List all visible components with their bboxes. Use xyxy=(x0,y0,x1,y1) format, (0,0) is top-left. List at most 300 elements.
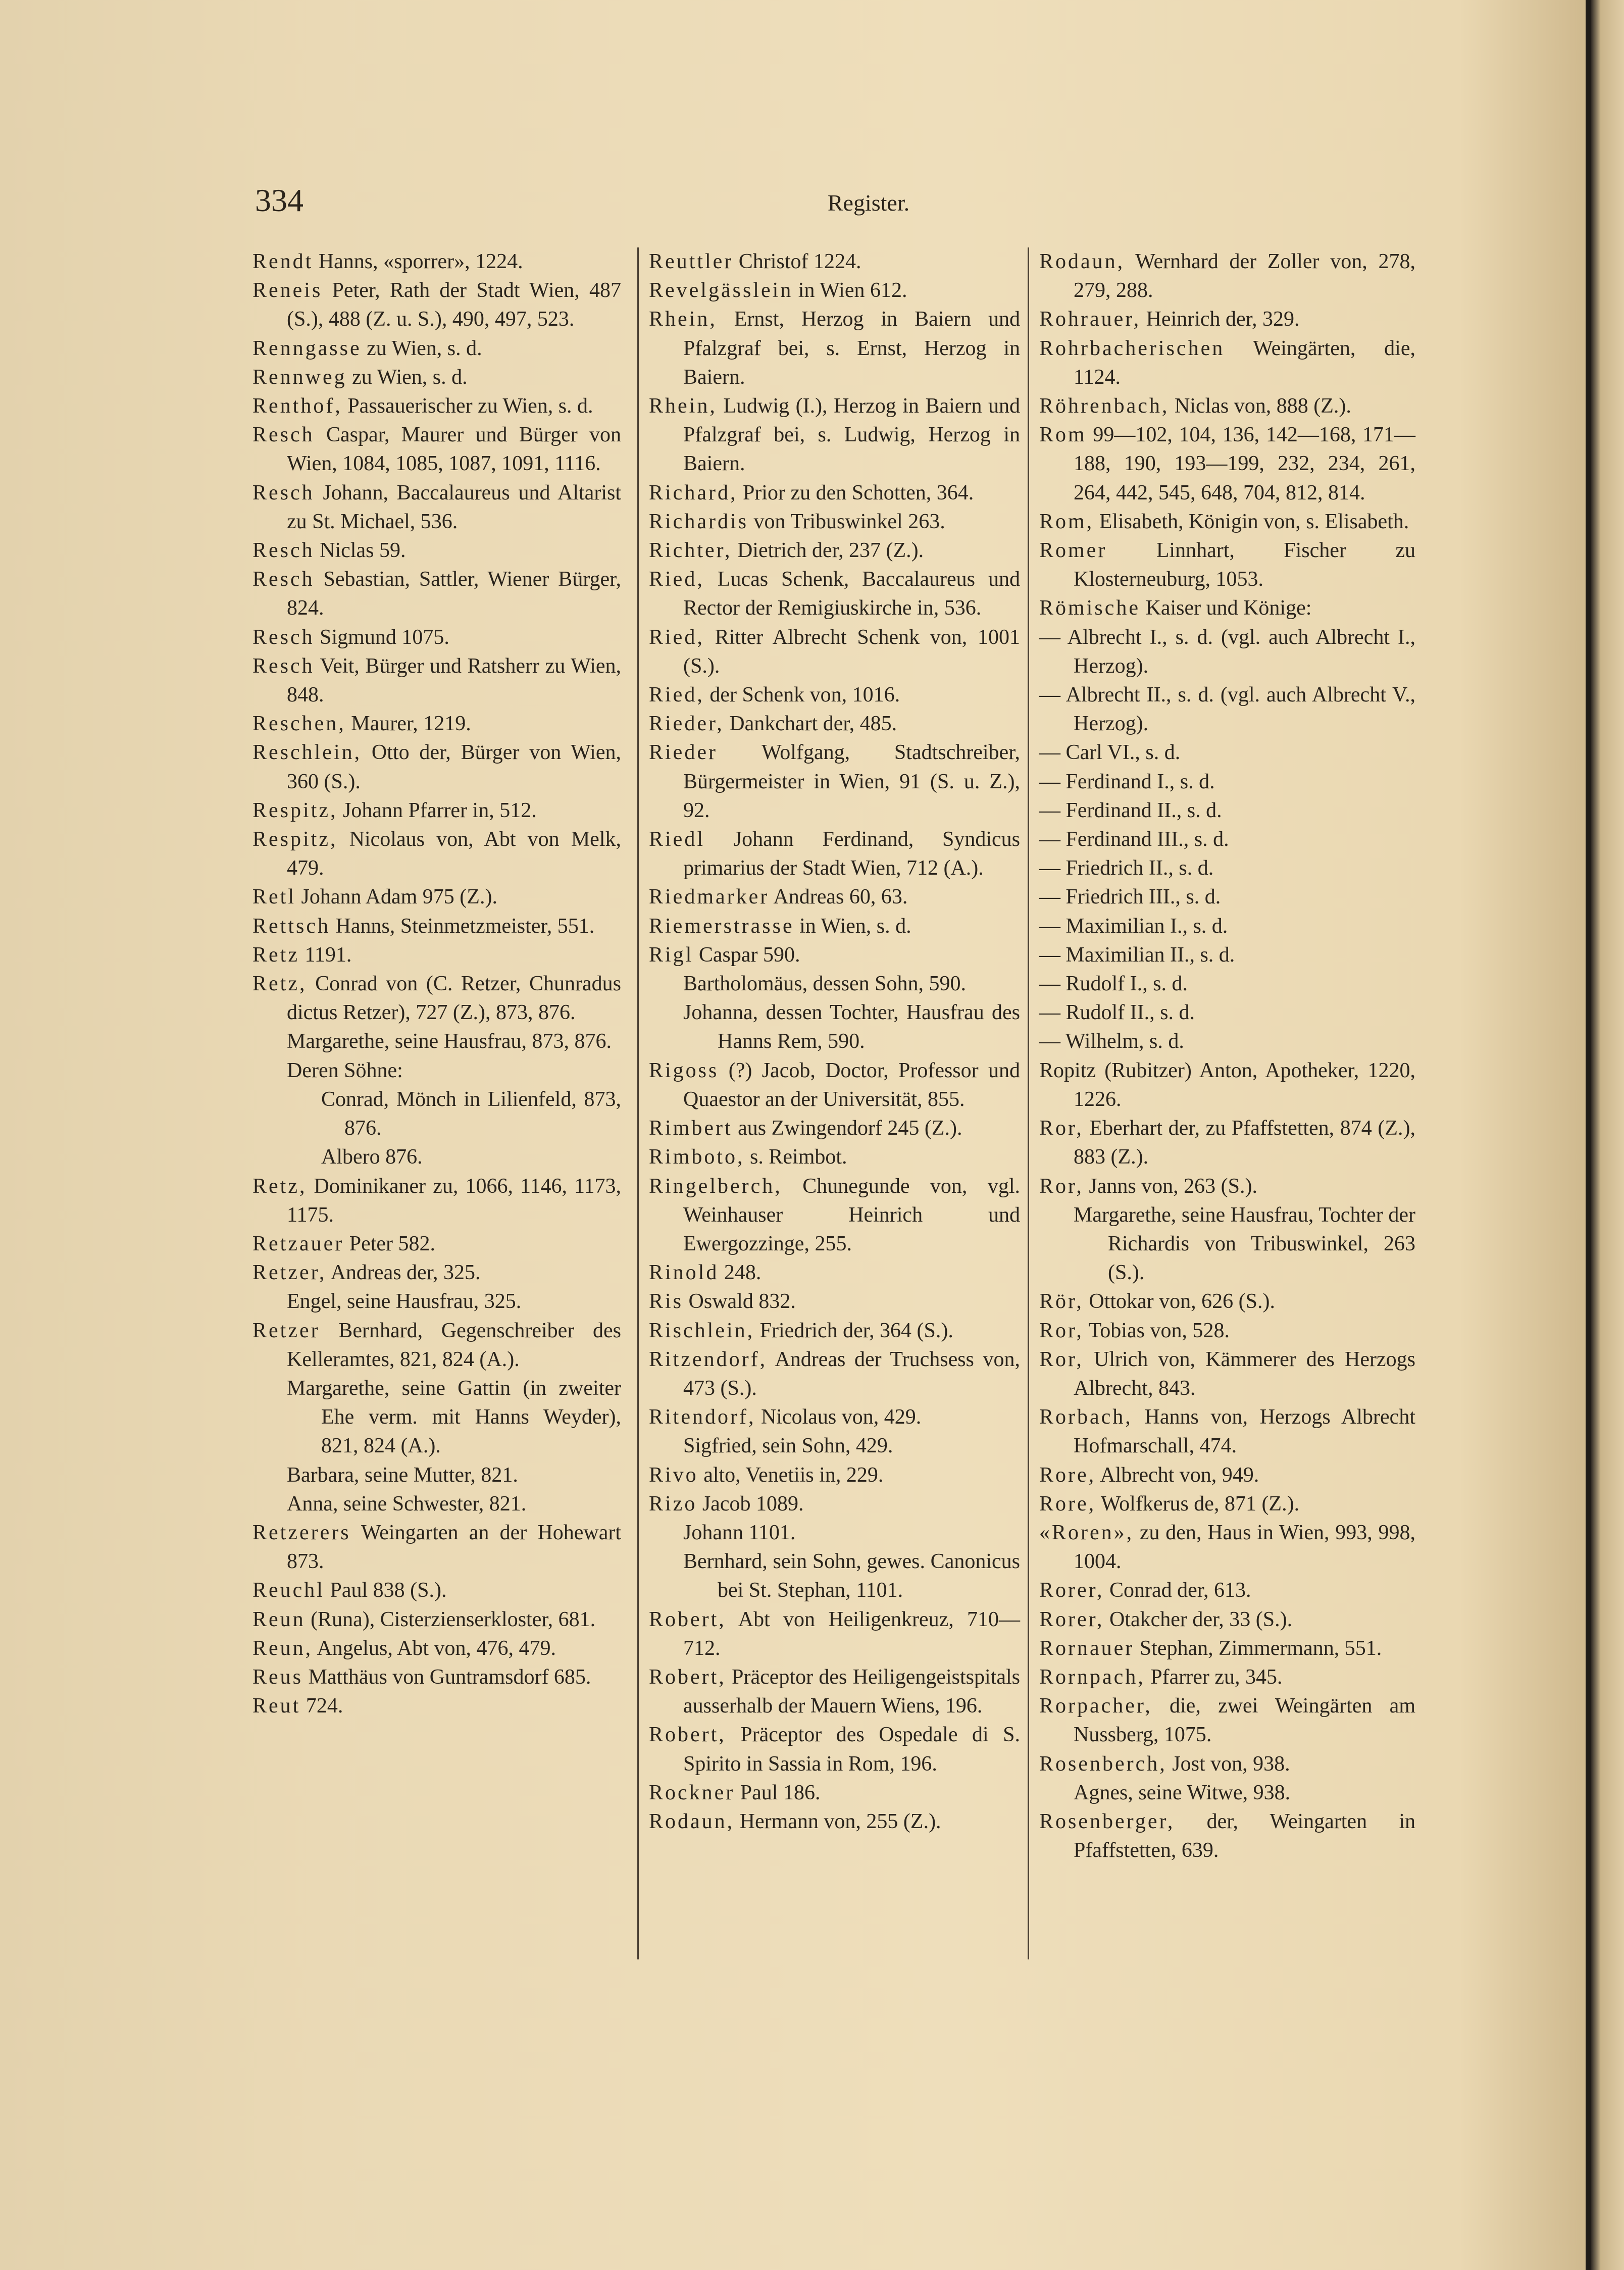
entry-headword: Rosenberger, xyxy=(1039,1809,1175,1833)
index-entry: Anna, seine Schwester, 821. xyxy=(287,1492,527,1516)
index-entry xyxy=(1039,1692,1415,1749)
index-entry xyxy=(649,883,1020,912)
entry-headword: Rornpach, xyxy=(1039,1665,1145,1689)
entry-headword: Römische xyxy=(1039,596,1140,620)
entry-text: Weingarten an der Hohewart 873. xyxy=(287,1521,621,1574)
entry-headword: Reun xyxy=(252,1607,306,1631)
entry-headword: Renthof, xyxy=(252,394,342,418)
entry-headword: Riedmarker xyxy=(649,885,770,909)
entry-headword: Rosenberch, xyxy=(1039,1752,1167,1776)
index-entry xyxy=(1039,594,1415,623)
entry-text: Johann Pfarrer in, 512. xyxy=(337,798,537,822)
entry-headword: Rinold xyxy=(649,1261,719,1285)
entry-headword: Röhrenbach, xyxy=(1039,394,1170,418)
entry-text: Jost von, 938. xyxy=(1166,1752,1290,1776)
entry-text: Johann, Baccalaureus und Altarist zu St. Michael, 536. xyxy=(287,481,621,533)
index-entry xyxy=(649,912,1020,941)
entry-headword: Renngasse xyxy=(252,336,362,360)
entry-text: — Friedrich III., s. d. xyxy=(1039,885,1221,909)
entry-headword: Ror, xyxy=(1039,1347,1084,1371)
entry-text: — Ferdinand I., s. d. xyxy=(1039,770,1215,793)
entry-text: der Schenk von, 1016. xyxy=(704,683,900,707)
index-entry xyxy=(1039,1056,1415,1114)
entry-text: Christof 1224. xyxy=(733,250,861,273)
index-column-3 xyxy=(1039,247,1415,1865)
entry-headword: Retzauer xyxy=(252,1232,344,1255)
entry-text: 99—102, 104, 136, 142—168, 171—188, 190, 193—199, 232, 234, 261, 264, 442, 545, 648, 704, 812, 814. xyxy=(1074,423,1415,505)
entry-text: Andreas der, 325. xyxy=(326,1261,481,1285)
index-entry xyxy=(649,1807,1020,1836)
index-entry xyxy=(1039,334,1415,392)
entry-text: Dankchart der, 485. xyxy=(724,712,897,736)
entry-headword: Rigl xyxy=(649,943,694,967)
index-entry xyxy=(1039,392,1415,421)
index-entry xyxy=(252,1172,621,1230)
index-entry xyxy=(252,565,621,623)
entry-text: Otakcher der, 33 (S.). xyxy=(1104,1607,1293,1631)
entry-headword: Rore, xyxy=(1039,1492,1096,1516)
entry-text: in Wien 612. xyxy=(793,279,907,302)
entry-text: Otto der, Bürger von Wien, 360 (S.). xyxy=(287,741,621,793)
entry-text: Albrecht von, 949. xyxy=(1096,1463,1259,1487)
index-entry: Engel, seine Hausfrau, 325. xyxy=(287,1290,522,1314)
entry-headword: Reschen, xyxy=(252,712,346,736)
index-entry xyxy=(649,710,1020,738)
index-entry xyxy=(252,912,621,941)
index-column-1 xyxy=(252,247,621,1721)
entry-headword: Rorbach, xyxy=(1039,1405,1133,1429)
index-entry xyxy=(649,623,1020,681)
entry-text: Janns von, 263 (S.). xyxy=(1083,1174,1257,1198)
index-entry xyxy=(649,1114,1020,1143)
index-entry xyxy=(649,1345,1020,1403)
entry-text: — Rudolf II., s. d. xyxy=(1039,1001,1195,1025)
index-entry xyxy=(1039,1634,1415,1663)
entry-headword: Retzerers xyxy=(252,1521,351,1544)
entry-text: alto, Venetiis in, 229. xyxy=(698,1463,884,1487)
entry-headword: Rendt xyxy=(252,250,314,273)
index-entry xyxy=(1039,738,1415,767)
entry-text: Ludwig (I.), Herzog in Baiern und Pfalzgraf bei, s. Ludwig, Herzog in Baiern. xyxy=(683,394,1020,476)
entry-text: Dominikaner zu, 1066, 1146, 1173, 1175. xyxy=(287,1174,621,1227)
entry-text: Wolfgang, Stadtschreiber, Bürgermeister in Wien, 91 (S. u. Z.), 92. xyxy=(683,741,1020,822)
entry-text: die, zwei Weingärten am Nussberg, 1075. xyxy=(1074,1694,1415,1747)
entry-headword: Rore, xyxy=(1039,1463,1096,1487)
index-entry xyxy=(1039,1461,1415,1490)
entry-text: Nicolaus von, Abt von Melk, 479. xyxy=(287,828,621,880)
index-entry xyxy=(1039,998,1415,1027)
entry-text: Hermann von, 255 (Z.). xyxy=(734,1809,941,1833)
entry-headword: Rohrauer, xyxy=(1039,308,1141,331)
index-entry xyxy=(649,738,1020,825)
entry-headword: Rorer, xyxy=(1039,1607,1104,1631)
index-entry xyxy=(252,941,621,970)
index-entry xyxy=(252,479,621,536)
entry-headword: Rorer, xyxy=(1039,1579,1104,1602)
index-entry xyxy=(649,536,1020,565)
entry-text: von Tribuswinkel 263. xyxy=(748,510,945,533)
index-entry xyxy=(649,1605,1020,1663)
index-entry xyxy=(1039,1172,1415,1201)
entry-text: Caspar 590. xyxy=(693,943,800,967)
entry-text: zu Wien, s. d. xyxy=(361,336,482,360)
entry-text: der, Weingarten in Pfaffstetten, 639. xyxy=(1074,1809,1415,1862)
entry-text: Conrad der, 613. xyxy=(1104,1579,1251,1602)
index-entry xyxy=(252,825,621,883)
index-entry xyxy=(252,710,621,738)
index-entry xyxy=(1039,1490,1415,1519)
entry-headword: Rom, xyxy=(1039,510,1094,533)
index-entry xyxy=(1039,305,1415,334)
entry-headword: Respitz, xyxy=(252,798,338,822)
entry-headword: Ried, xyxy=(649,625,704,649)
index-entry xyxy=(252,1692,621,1721)
entry-text: Angelus, Abt von, 476, 479. xyxy=(313,1636,556,1660)
entry-text: Jacob 1089. xyxy=(697,1492,804,1516)
index-entry xyxy=(1039,1605,1415,1634)
index-entry xyxy=(1039,768,1415,796)
index-entry xyxy=(649,825,1020,883)
index-entry xyxy=(1039,1345,1415,1403)
index-column-2 xyxy=(649,247,1020,1836)
index-entry xyxy=(649,1056,1020,1114)
index-entry: Johanna, dessen Tochter, Hausfrau des Hanns Rem, 590. xyxy=(683,1001,1020,1053)
column-rule-1 xyxy=(637,247,639,1959)
index-entry xyxy=(1039,1750,1415,1779)
entry-headword: Revelgässlein xyxy=(649,279,793,302)
entry-headword: Ror, xyxy=(1039,1117,1084,1140)
index-entry: Bartholomäus, dessen Sohn, 590. xyxy=(683,972,966,996)
column-rule-2 xyxy=(1028,247,1029,1959)
entry-text: Paul 186. xyxy=(735,1781,821,1804)
index-entry xyxy=(1039,1519,1415,1576)
index-entry xyxy=(252,1605,621,1634)
entry-text: Eberhart der, zu Pfaffstetten, 874 (Z.), 883 (Z.). xyxy=(1074,1117,1415,1169)
entry-headword: «Roren», xyxy=(1039,1521,1134,1544)
entry-text: — Albrecht II., s. d. (vgl. auch Albrecht V., Herzog). xyxy=(1039,683,1415,736)
entry-headword: Rör, xyxy=(1039,1290,1084,1314)
entry-text: Johann Ferdinand, Syndicus primarius der Stadt Wien, 712 (A.). xyxy=(683,828,1020,880)
index-entry xyxy=(1039,1114,1415,1172)
entry-headword: Rieder, xyxy=(649,712,724,736)
index-entry xyxy=(1039,883,1415,912)
entry-text: zu den, Haus in Wien, 993, 998, 1004. xyxy=(1074,1521,1415,1574)
index-entry xyxy=(649,1490,1020,1519)
index-entry xyxy=(252,1317,621,1374)
entry-text: Caspar, Maurer und Bürger von Wien, 1084, 1085, 1087, 1091, 1116. xyxy=(287,423,621,476)
entry-text: Ulrich von, Kämmerer des Herzogs Albrecht, 843. xyxy=(1074,1347,1415,1400)
index-entry: Margarethe, seine Hausfrau, 873, 876. xyxy=(287,1030,612,1053)
entry-text: Oswald 832. xyxy=(683,1290,796,1314)
entry-headword: Resch xyxy=(252,568,315,591)
entry-text: Sebastian, Sattler, Wiener Bürger, 824. xyxy=(287,568,621,620)
entry-text: Präceptor des Ospedale di S. Spirito in Sassia in Rom, 196. xyxy=(683,1723,1020,1776)
index-entry: Deren Söhne: xyxy=(287,1058,403,1082)
index-entry xyxy=(1039,508,1415,536)
entry-headword: Robert, xyxy=(649,1723,726,1747)
index-entry xyxy=(252,536,621,565)
index-entry xyxy=(1039,421,1415,508)
entry-text: — Ferdinand II., s. d. xyxy=(1039,798,1222,822)
entry-text: (Runa), Cisterzienserkloster, 681. xyxy=(305,1607,596,1631)
entry-headword: Rieder xyxy=(649,741,718,765)
entry-text: zu Wien, s. d. xyxy=(346,365,468,389)
index-entry xyxy=(252,276,621,334)
entry-headword: Ritzendorf, xyxy=(649,1347,768,1371)
entry-text: Tobias von, 528. xyxy=(1083,1319,1230,1342)
index-entry xyxy=(252,1519,621,1576)
entry-text: Pfarrer zu, 345. xyxy=(1145,1665,1283,1689)
index-entry xyxy=(1039,1027,1415,1056)
index-entry xyxy=(252,883,621,912)
entry-headword: Retz, xyxy=(252,1174,307,1198)
next-page-edge xyxy=(1591,0,1624,2270)
entry-text: Peter 582. xyxy=(344,1232,436,1255)
entry-headword: Richard, xyxy=(649,481,738,505)
index-entry xyxy=(1039,1663,1415,1692)
entry-headword: Retz, xyxy=(252,972,307,996)
entry-text: Heinrich der, 329. xyxy=(1141,308,1300,331)
entry-text: Veit, Bürger und Ratsherr zu Wien, 848. xyxy=(287,654,621,707)
entry-text: 248. xyxy=(719,1261,762,1285)
index-entry xyxy=(1039,941,1415,970)
entry-text: Linnhart, Fischer zu Klosterneuburg, 1053. xyxy=(1074,539,1415,591)
index-entry xyxy=(649,1403,1020,1432)
entry-headword: Ringelberch, xyxy=(649,1174,782,1198)
index-entry xyxy=(649,276,1020,305)
page-number: 334 xyxy=(255,182,303,218)
index-entry xyxy=(1039,247,1415,305)
entry-headword: Rivo xyxy=(649,1463,698,1487)
entry-text: in Wien, s. d. xyxy=(794,914,911,938)
entry-headword: Reneis xyxy=(252,279,323,302)
index-entry xyxy=(649,1721,1020,1778)
index-entry xyxy=(252,334,621,363)
index-entry: Agnes, seine Witwe, 938. xyxy=(1074,1781,1291,1804)
entry-text: Prior zu den Schotten, 364. xyxy=(737,481,974,505)
index-entry: Johann 1101. xyxy=(683,1521,796,1544)
entry-headword: Respitz, xyxy=(252,828,338,851)
index-entry xyxy=(649,1317,1020,1345)
entry-headword: Reus xyxy=(252,1665,303,1689)
index-entry xyxy=(1039,796,1415,825)
entry-text: Passauerischer zu Wien, s. d. xyxy=(342,394,593,418)
index-entry xyxy=(252,1663,621,1692)
index-entry xyxy=(1039,1317,1415,1345)
index-entry xyxy=(1039,681,1415,738)
index-entry xyxy=(1039,970,1415,998)
index-entry xyxy=(252,1258,621,1287)
index-entry xyxy=(649,392,1020,479)
entry-headword: Reuchl xyxy=(252,1579,325,1602)
entry-headword: Rimbert xyxy=(649,1117,733,1140)
entry-text: Weingärten, die, 1124. xyxy=(1074,336,1415,389)
index-entry: Margarethe, seine Gattin (in zweiter Ehe verm. mit Hanns Weyder), 821, 824 (A.). xyxy=(287,1376,621,1458)
entry-text: Nicolaus von, 429. xyxy=(755,1405,922,1429)
entry-headword: Rigoss xyxy=(649,1058,719,1082)
entry-headword: Ror, xyxy=(1039,1319,1084,1342)
index-entry: Bernhard, sein Sohn, gewes. Canonicus bei St. Stephan, 1101. xyxy=(683,1550,1020,1602)
entry-text: — Rudolf I., s. d. xyxy=(1039,972,1188,996)
entry-headword: Rodaun, xyxy=(649,1809,735,1833)
entry-text: Andreas 60, 63. xyxy=(769,885,908,909)
index-entry xyxy=(649,1143,1020,1172)
entry-headword: Rimboto, xyxy=(649,1145,745,1169)
entry-text: Matthäus von Guntramsdorf 685. xyxy=(303,1665,591,1689)
index-entry: Barbara, seine Mutter, 821. xyxy=(287,1463,518,1487)
entry-text: 1191. xyxy=(299,943,352,967)
entry-text: Niclas von, 888 (Z.). xyxy=(1169,394,1351,418)
entry-headword: Riedl xyxy=(649,828,705,851)
index-entry xyxy=(1039,1807,1415,1865)
entry-headword: Resch xyxy=(252,539,315,563)
entry-text: Wolfkerus de, 871 (Z.). xyxy=(1096,1492,1300,1516)
index-entry xyxy=(649,305,1020,392)
index-entry xyxy=(649,941,1020,970)
index-entry xyxy=(649,565,1020,623)
entry-headword: Rom xyxy=(1039,423,1087,447)
index-entry xyxy=(1039,1403,1415,1460)
entry-headword: Richardis xyxy=(649,510,748,533)
entry-headword: Retl xyxy=(252,885,296,909)
index-entry xyxy=(252,738,621,796)
entry-text: Friedrich der, 364 (S.). xyxy=(754,1319,953,1342)
entry-headword: Resch xyxy=(252,654,315,678)
entry-text: Johann Adam 975 (Z.). xyxy=(296,885,497,909)
index-entry xyxy=(252,1634,621,1663)
entry-headword: Richter, xyxy=(649,539,732,563)
entry-headword: Resch xyxy=(252,625,315,649)
index-entry xyxy=(1039,536,1415,594)
entry-text: Ropitz (Rubitzer) Anton, Apotheker, 1220, 1226. xyxy=(1039,1058,1415,1111)
entry-headword: Riemerstrasse xyxy=(649,914,794,938)
index-entry xyxy=(252,1576,621,1605)
index-entry xyxy=(1039,1287,1415,1316)
index-entry xyxy=(252,363,621,392)
entry-text: — Maximilian II., s. d. xyxy=(1039,943,1235,967)
entry-text: Ottokar von, 626 (S.). xyxy=(1083,1290,1275,1314)
entry-headword: Rornauer xyxy=(1039,1636,1135,1660)
entry-text: — Carl VI., s. d. xyxy=(1039,741,1181,765)
entry-headword: Ris xyxy=(649,1290,684,1314)
entry-headword: Resch xyxy=(252,481,315,505)
entry-headword: Romer xyxy=(1039,539,1107,563)
entry-headword: Rennweg xyxy=(252,365,347,389)
entry-headword: Rischlein, xyxy=(649,1319,755,1342)
entry-headword: Rhein, xyxy=(649,308,717,331)
entry-text: Hanns von, Herzogs Albrecht Hofmarschall, 474. xyxy=(1074,1405,1415,1458)
entry-headword: Rockner xyxy=(649,1781,735,1804)
entry-headword: Rorpacher, xyxy=(1039,1694,1152,1718)
entry-headword: Reun, xyxy=(252,1636,313,1660)
index-entry xyxy=(252,652,621,710)
index-entry xyxy=(252,421,621,478)
index-entry: Albero 876. xyxy=(321,1145,423,1169)
entry-headword: Ried, xyxy=(649,683,704,707)
entry-text: Ritter Albrecht Schenk von, 1001 (S.). xyxy=(683,625,1020,678)
index-entry xyxy=(1039,912,1415,941)
index-entry xyxy=(649,1172,1020,1259)
entry-text: s. Reimbot. xyxy=(744,1145,847,1169)
index-entry xyxy=(649,1779,1020,1807)
index-entry: Conrad, Mönch in Lilienfeld, 873, 876. xyxy=(321,1087,621,1140)
entry-text: Hanns, Steinmetzmeister, 551. xyxy=(330,914,595,938)
entry-text: Wernhard der Zoller von, 278, 279, 288. xyxy=(1074,250,1415,302)
entry-headword: Rhein, xyxy=(649,394,717,418)
entry-headword: Reut xyxy=(252,1694,301,1718)
entry-text: Elisabeth, Königin von, s. Elisabeth. xyxy=(1094,510,1409,533)
entry-text: — Albrecht I., s. d. (vgl. auch Albrecht I., Herzog). xyxy=(1039,625,1415,678)
entry-headword: Retz xyxy=(252,943,299,967)
entry-headword: Retzer, xyxy=(252,1261,327,1285)
entry-headword: Robert, xyxy=(649,1665,726,1689)
index-entry xyxy=(252,392,621,421)
index-entry xyxy=(649,1258,1020,1287)
index-entry xyxy=(252,623,621,652)
index-entry xyxy=(1039,1576,1415,1605)
entry-text: Bernhard, Gegenschreiber des Kelleramtes, 821, 824 (A.). xyxy=(287,1319,621,1371)
entry-text: aus Zwingendorf 245 (Z.). xyxy=(732,1117,962,1140)
entry-headword: Resch xyxy=(252,423,315,447)
entry-text: Andreas der Truchsess von, 473 (S.). xyxy=(683,1347,1020,1400)
entry-headword: Ror, xyxy=(1039,1174,1084,1198)
entry-text: Stephan, Zimmermann, 551. xyxy=(1134,1636,1382,1660)
index-entry xyxy=(649,479,1020,508)
index-entry: Margarethe, seine Hausfrau, Tochter der Richardis von Tribuswinkel, 263 (S.). xyxy=(1074,1203,1415,1285)
entry-text: Ernst, Herzog in Baiern und Pfalzgraf bei, s. Ernst, Herzog in Baiern. xyxy=(683,308,1020,389)
index-entry xyxy=(649,1461,1020,1490)
entry-text: Kaiser und Könige: xyxy=(1140,596,1312,620)
index-entry xyxy=(1039,854,1415,883)
entry-headword: Ritendorf, xyxy=(649,1405,756,1429)
entry-text: Paul 838 (S.). xyxy=(324,1579,447,1602)
entry-text: Chunegunde von, vgl. Weinhauser Heinrich und Ewergozzinge, 255. xyxy=(683,1174,1020,1255)
entry-headword: Rohrbacherischen xyxy=(1039,336,1225,360)
index-entry xyxy=(252,970,621,1027)
index-entry xyxy=(252,1230,621,1258)
entry-text: Niclas 59. xyxy=(314,539,406,563)
entry-text: Peter, Rath der Stadt Wien, 487 (S.), 488 (Z. u. S.), 490, 497, 523. xyxy=(287,279,621,331)
entry-headword: Reuttler xyxy=(649,250,734,273)
entry-text: Hanns, «sporrer», 1224. xyxy=(313,250,523,273)
index-entry xyxy=(649,1663,1020,1721)
running-header: Register. xyxy=(827,190,910,216)
entry-text: Sigmund 1075. xyxy=(314,625,449,649)
entry-headword: Retzer xyxy=(252,1319,320,1342)
entry-text: Abt von Heiligenkreuz, 710—712. xyxy=(683,1607,1020,1660)
index-entry xyxy=(649,508,1020,536)
index-entry xyxy=(649,681,1020,710)
entry-text: (?) Jacob, Doctor, Professor und Quaestor an der Universität, 855. xyxy=(683,1058,1020,1111)
entry-text: — Ferdinand III., s. d. xyxy=(1039,828,1229,851)
entry-headword: Ried, xyxy=(649,568,704,591)
index-entry xyxy=(649,247,1020,276)
entry-text: — Wilhelm, s. d. xyxy=(1039,1030,1184,1053)
entry-text: Präceptor des Heiligengeistspitals ausserhalb der Mauern Wiens, 196. xyxy=(683,1665,1020,1718)
index-entry xyxy=(252,796,621,825)
entry-headword: Reschlein, xyxy=(252,741,362,765)
entry-text: 724. xyxy=(300,1694,343,1718)
entry-headword: Robert, xyxy=(649,1607,726,1631)
index-entry: Sigfried, sein Sohn, 429. xyxy=(683,1434,893,1458)
entry-text: Dietrich der, 237 (Z.). xyxy=(732,539,924,563)
entry-headword: Rodaun, xyxy=(1039,250,1125,273)
entry-text: — Maximilian I., s. d. xyxy=(1039,914,1228,938)
entry-text: Lucas Schenk, Baccalaureus und Rector der Remigiuskirche in, 536. xyxy=(683,568,1020,620)
entry-text: Conrad von (C. Retzer, Chunradus dictus Retzer), 727 (Z.), 873, 876. xyxy=(287,972,621,1025)
index-entry xyxy=(1039,825,1415,854)
index-entry xyxy=(1039,623,1415,681)
